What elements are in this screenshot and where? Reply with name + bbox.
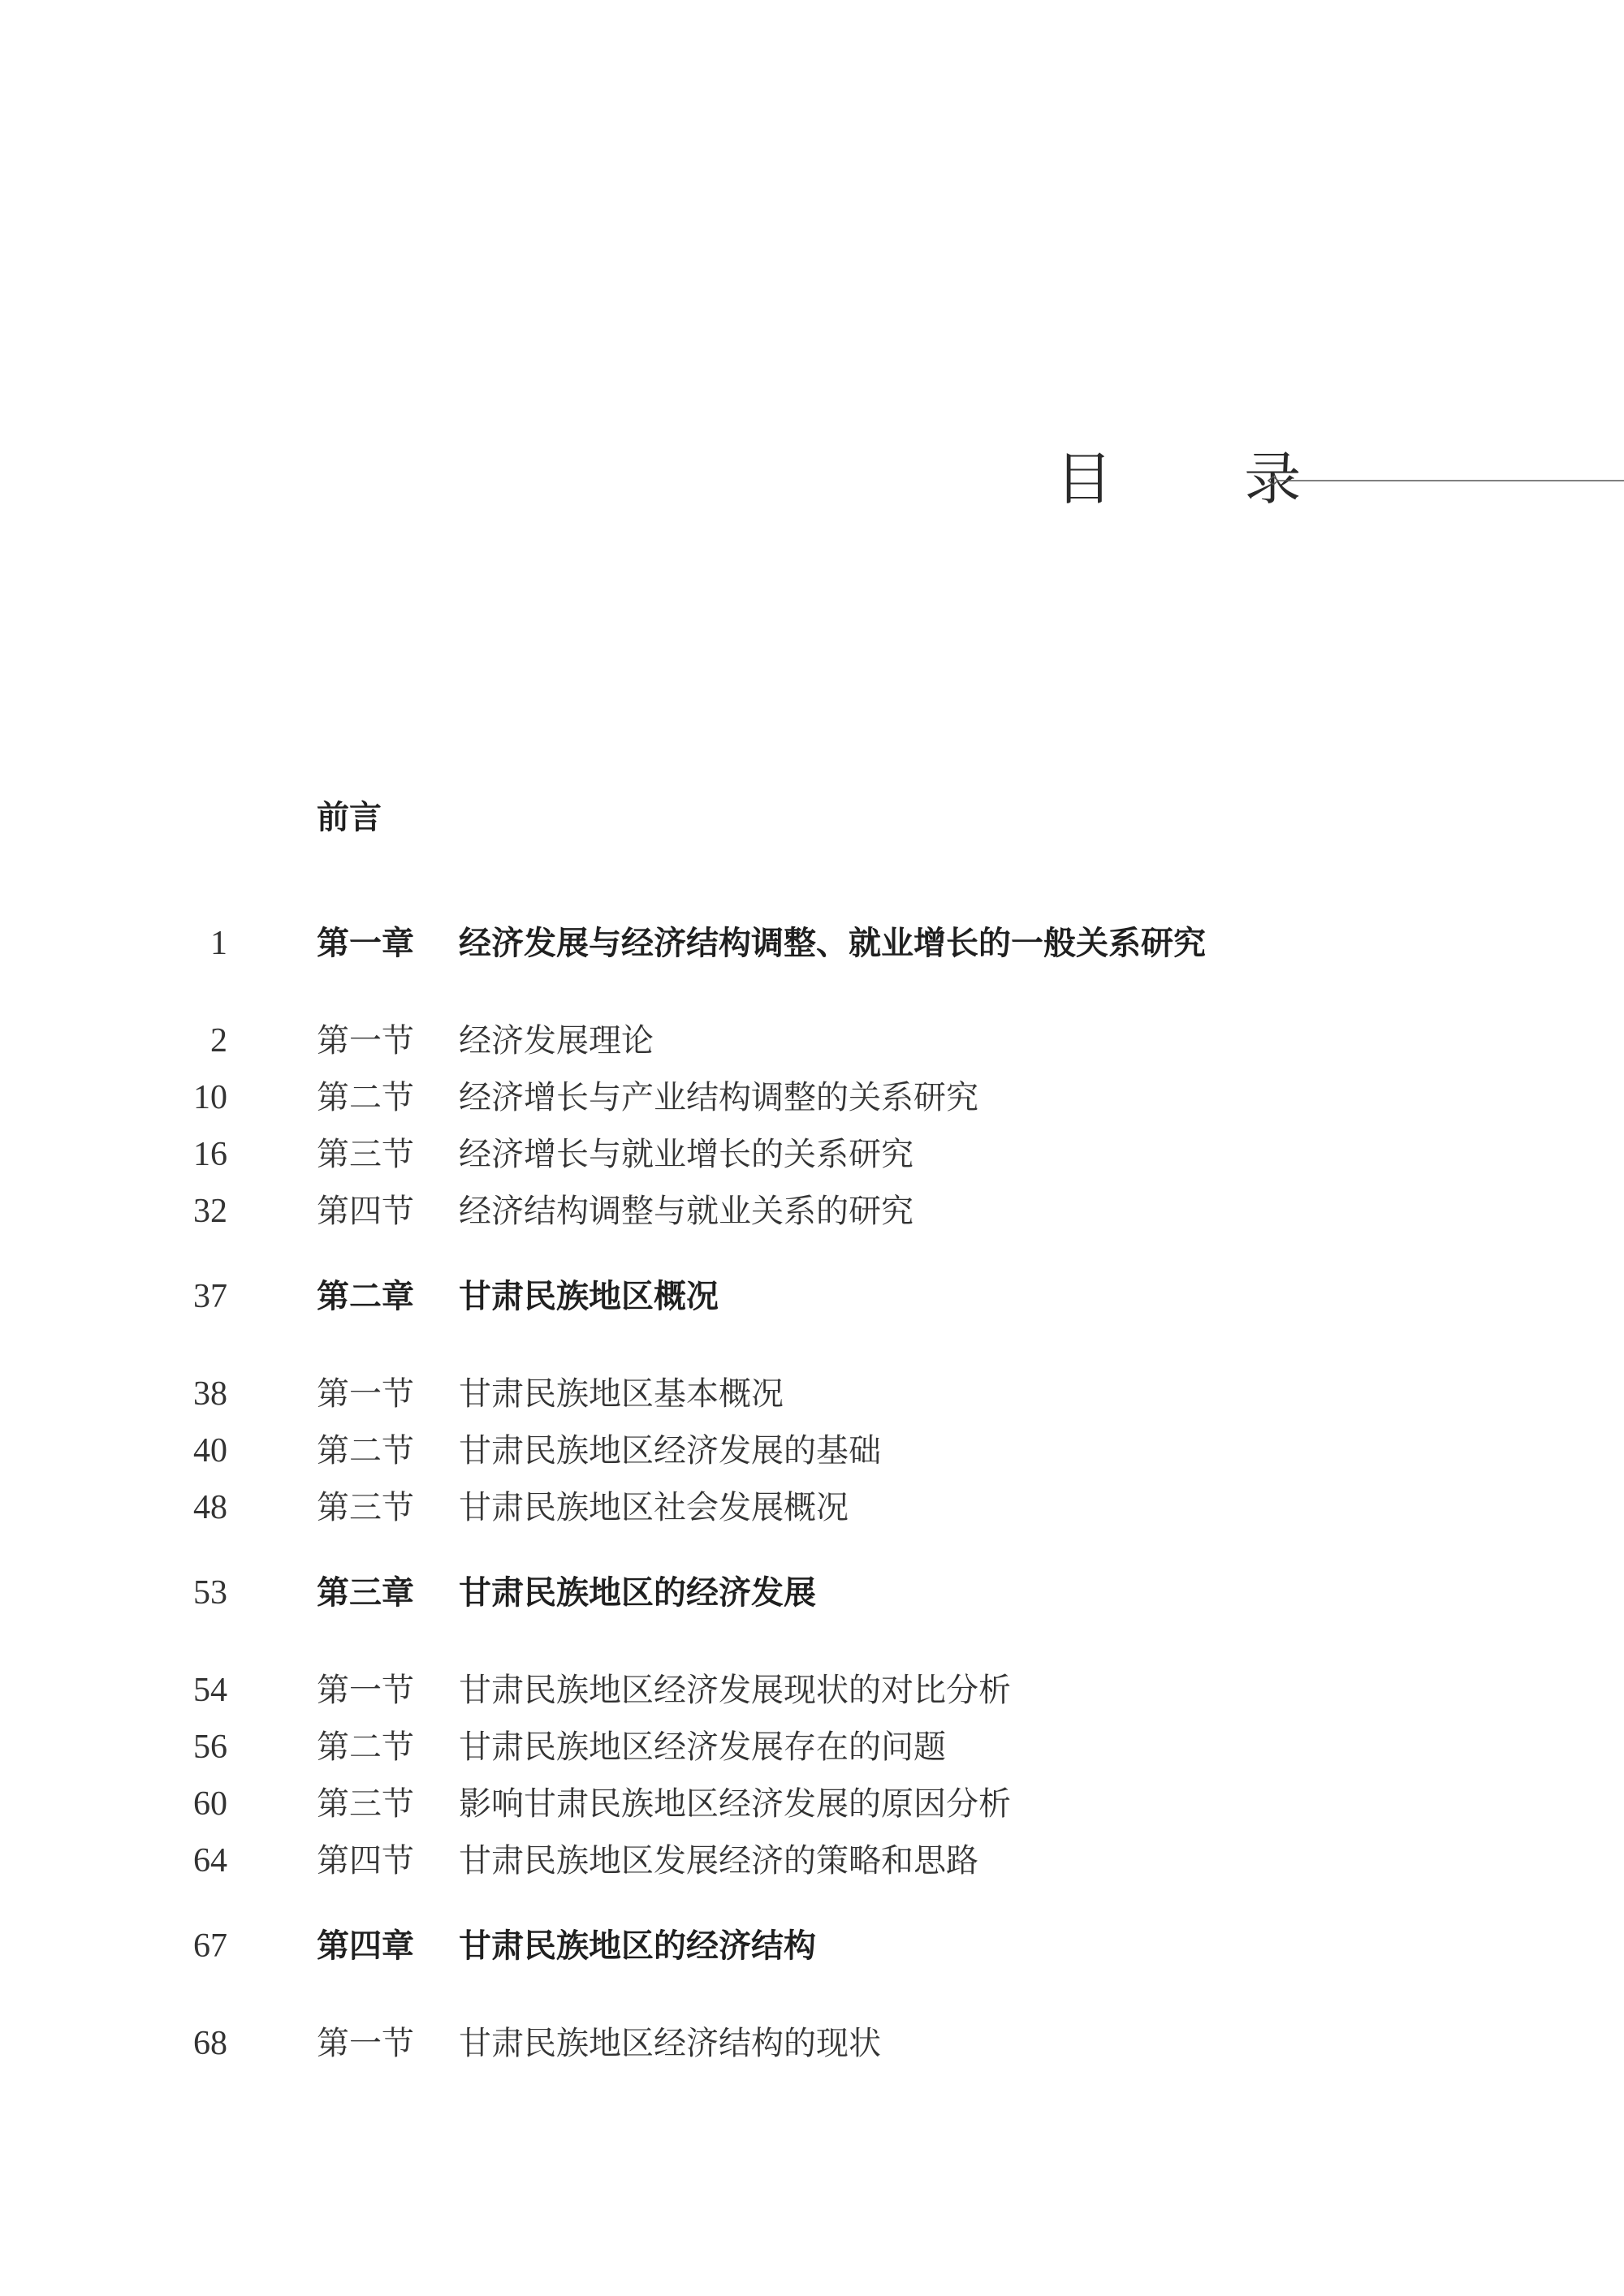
toc-section-label: 第一节 <box>317 1022 414 1060</box>
toc-section[interactable] <box>0 1370 1624 1418</box>
toc-section-title: 甘肃民族地区基本概况 <box>459 1375 784 1413</box>
toc-page-number: 53 <box>193 1574 227 1612</box>
toc-section-label: 第三节 <box>317 1136 414 1173</box>
toc-section-label: 第四节 <box>317 1842 414 1880</box>
toc-chapter[interactable] <box>0 1569 1624 1617</box>
toc-preface-label: 前言 <box>317 799 382 836</box>
toc-section-title: 甘肃民族地区经济发展的基础 <box>459 1432 881 1470</box>
toc-section-title: 甘肃民族地区经济发展现状的对比分析 <box>459 1672 1011 1709</box>
toc-chapter-label: 第三章 <box>317 1574 414 1612</box>
toc-page-number: 64 <box>193 1842 227 1880</box>
toc-section[interactable] <box>0 2019 1624 2068</box>
toc-section-label: 第一节 <box>317 2025 414 2062</box>
toc-page-number: 48 <box>193 1489 227 1526</box>
toc-section[interactable] <box>0 1016 1624 1065</box>
toc-page-number: 56 <box>193 1728 227 1766</box>
toc-chapter[interactable] <box>0 919 1624 968</box>
toc-section-title: 甘肃民族地区经济发展存在的问题 <box>459 1728 946 1766</box>
toc-chapter-title: 经济发展与经济结构调整、就业增长的一般关系研究 <box>459 925 1206 962</box>
toc-section-label: 第三节 <box>317 1489 414 1526</box>
title-block <box>1056 442 1624 516</box>
toc-page-number: 37 <box>193 1278 227 1315</box>
toc-section-label: 第四节 <box>317 1193 414 1230</box>
toc-page-number: 68 <box>193 2025 227 2062</box>
toc-chapter-label: 第二章 <box>317 1278 414 1315</box>
toc-section-label: 第一节 <box>317 1375 414 1413</box>
toc-section-label: 第二节 <box>317 1432 414 1470</box>
toc-chapter[interactable] <box>0 1922 1624 1970</box>
toc-page-number: 40 <box>193 1432 227 1470</box>
toc-section[interactable] <box>0 1836 1624 1885</box>
toc-chapter-title: 甘肃民族地区概况 <box>459 1278 719 1315</box>
toc-section-title: 甘肃民族地区经济结构的现状 <box>459 2025 881 2062</box>
toc-section[interactable] <box>0 1073 1624 1122</box>
toc-section-title: 甘肃民族地区发展经济的策略和思路 <box>459 1842 978 1880</box>
toc-page-number: 1 <box>210 925 227 962</box>
toc-section[interactable] <box>0 1780 1624 1828</box>
toc-page-number: 60 <box>193 1785 227 1823</box>
toc-page-number: 38 <box>193 1375 227 1413</box>
toc-chapter-label: 第四章 <box>317 1927 414 1965</box>
toc-page-number: 67 <box>193 1927 227 1965</box>
toc-chapter[interactable] <box>0 1272 1624 1321</box>
toc-page-number: 10 <box>193 1079 227 1116</box>
toc-section-title: 经济发展理论 <box>459 1022 654 1060</box>
toc-section-title: 影响甘肃民族地区经济发展的原因分析 <box>459 1785 1011 1823</box>
toc-page-number: 16 <box>193 1136 227 1173</box>
toc-section[interactable] <box>0 1187 1624 1236</box>
toc-section-title: 经济增长与就业增长的关系研究 <box>459 1136 914 1173</box>
toc-chapter-title: 甘肃民族地区的经济发展 <box>459 1574 816 1612</box>
toc-preface[interactable] <box>0 793 1624 842</box>
toc-section-label: 第二节 <box>317 1728 414 1766</box>
toc-section[interactable] <box>0 1426 1624 1475</box>
toc-section-title: 经济增长与产业结构调整的关系研究 <box>459 1079 978 1116</box>
toc-page-number: 2 <box>210 1022 227 1060</box>
toc-section[interactable] <box>0 1130 1624 1179</box>
toc-chapter-label: 第一章 <box>317 925 414 962</box>
toc-section-title: 甘肃民族地区社会发展概况 <box>459 1489 849 1526</box>
toc-page-number: 54 <box>193 1672 227 1709</box>
toc-section[interactable] <box>0 1723 1624 1772</box>
toc-section-label: 第三节 <box>317 1785 414 1823</box>
diamond-rule-icon <box>1267 475 1624 486</box>
toc-section-label: 第二节 <box>317 1079 414 1116</box>
toc-section-title: 经济结构调整与就业关系的研究 <box>459 1193 914 1230</box>
page-title: 目 录 <box>1056 446 1358 512</box>
toc-page-number: 32 <box>193 1193 227 1230</box>
toc-section[interactable] <box>0 1666 1624 1715</box>
toc-chapter-title: 甘肃民族地区的经济结构 <box>459 1927 816 1965</box>
toc-section[interactable] <box>0 1483 1624 1532</box>
toc-section-label: 第一节 <box>317 1672 414 1709</box>
